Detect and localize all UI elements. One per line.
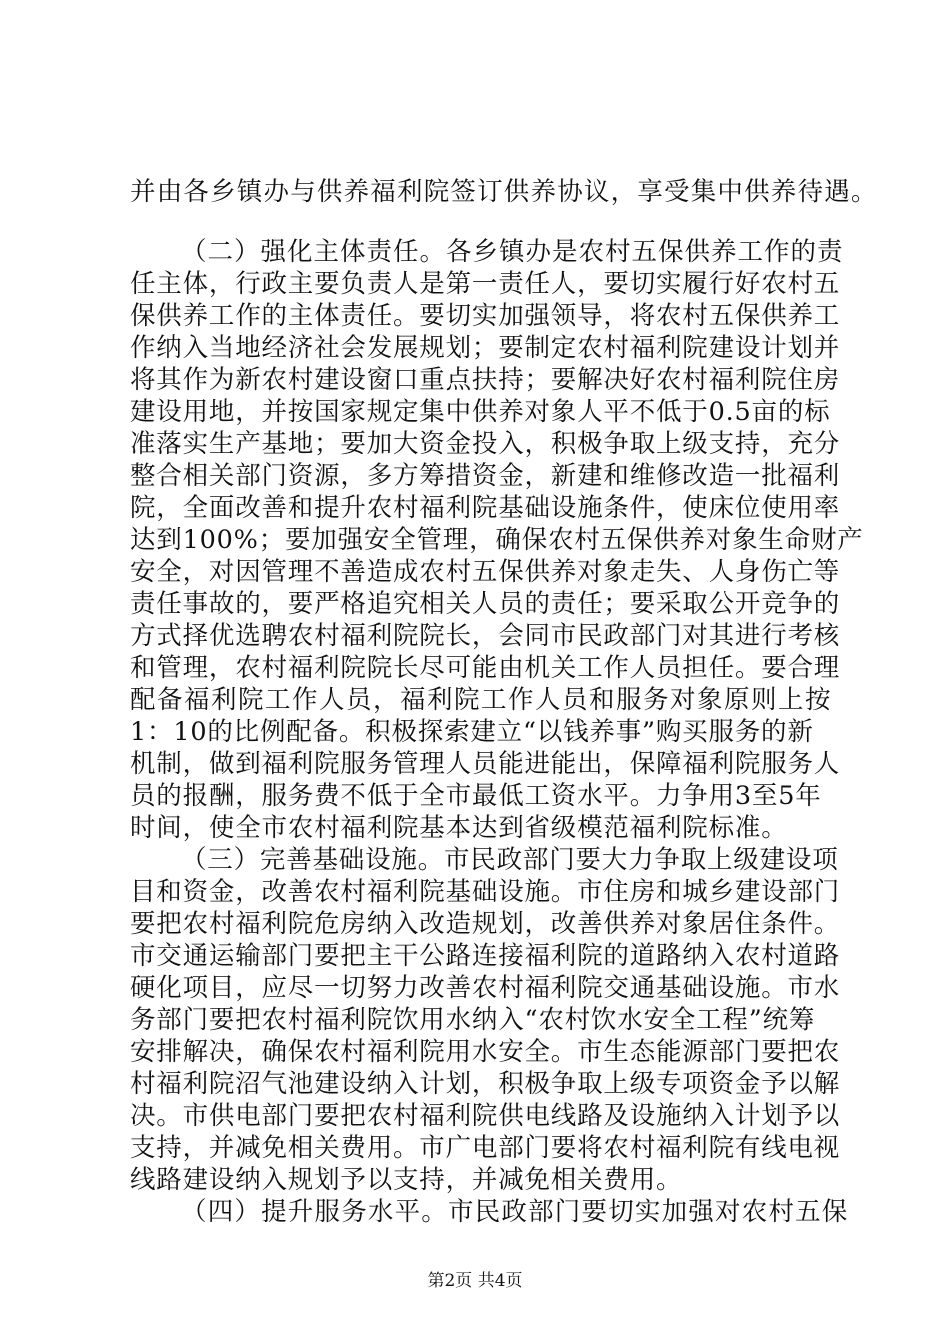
text-line-15: 和管理，农村福利院院长尽可能由机关工作人员担任。要合理 — [130, 653, 841, 683]
text-line-18: 机制，做到福利院服务管理人员能进能出，保障福利院服务人 — [130, 749, 841, 779]
text-line-31: 线路建设纳入规划予以支持，并减免相关费用。 — [130, 1165, 683, 1195]
text-line-28: 村福利院沼气池建设纳入计划，积极争取上级专项资金予以解 — [130, 1069, 841, 1099]
text-line-11: 达到100%；要加强安全管理，确保农村五保供养对象生命财产 — [130, 525, 864, 555]
text-line-2: （二）强化主体责任。各乡镇办是农村五保供养工作的责 — [181, 237, 844, 267]
text-line-17: 1：10的比例配备。积极探索建立“以钱养事”购买服务的新 — [130, 717, 814, 747]
text-line-32: （四）提升服务水平。市民政部门要切实加强对农村五保 — [181, 1197, 849, 1227]
text-line-23: 要把农村福利院危房纳入改造规划，改善供养对象居住条件。 — [130, 909, 841, 939]
text-line-20: 时间，使全市农村福利院基本达到省级模范福利院标准。 — [130, 813, 788, 843]
text-line-21: （三）完善基础设施。市民政部门要大力争取上级建设项 — [181, 845, 839, 875]
text-line-16: 配备福利院工作人员，福利院工作人员和服务对象原则上按 — [130, 685, 833, 715]
text-line-25: 硬化项目，应尽一切努力改善农村福利院交通基础设施。市水 — [130, 973, 841, 1003]
text-line-6: 将其作为新农村建设窗口重点扶持；要解决好农村福利院住房 — [130, 365, 841, 395]
text-line-12: 安全，对因管理不善造成农村五保供养对象走失、人身伤亡等 — [130, 557, 841, 587]
page-number-footer: 第2页 共4页 — [427, 1271, 523, 1291]
text-line-22: 目和资金，改善农村福利院基础设施。市住房和城乡建设部门 — [130, 877, 841, 907]
text-line-29: 决。市供电部门要把农村福利院供电线路及设施纳入计划予以 — [130, 1101, 841, 1131]
text-line-27: 安排解决，确保农村福利院用水安全。市生态能源部门要把农 — [130, 1037, 841, 1067]
text-line-8: 准落实生产基地；要加大资金投入，积极争取上级支持，充分 — [130, 429, 841, 459]
text-line-13: 责任事故的，要严格追究相关人员的责任；要采取公开竞争的 — [130, 589, 841, 619]
text-line-10: 院，全面改善和提升农村福利院基础设施条件，使床位使用率 — [130, 493, 841, 523]
text-line-4: 保供养工作的主体责任。要切实加强领导，将农村五保供养工 — [130, 301, 841, 331]
text-line-30: 支持，并减免相关费用。市广电部门要将农村福利院有线电视 — [130, 1133, 841, 1163]
text-line-1: 并由各乡镇办与供养福利院签订供养协议，享受集中供养待遇。 — [130, 177, 878, 207]
text-line-26: 务部门要把农村福利院饮用水纳入“农村饮水安全工程”统筹 — [130, 1005, 816, 1035]
text-line-14: 方式择优选聘农村福利院院长，会同市民政部门对其进行考核 — [130, 621, 841, 651]
text-line-7: 建设用地，并按国家规定集中供养对象人平不低于0.5亩的标 — [130, 397, 831, 427]
text-line-3: 任主体，行政主要负责人是第一责任人，要切实履行好农村五 — [130, 269, 841, 299]
text-line-5: 作纳入当地经济社会发展规划；要制定农村福利院建设计划并 — [130, 333, 841, 363]
text-line-24: 市交通运输部门要把主干公路连接福利院的道路纳入农村道路 — [130, 941, 841, 971]
text-line-9: 整合相关部门资源，多方筹措资金，新建和维修改造一批福利 — [130, 461, 841, 491]
text-line-19: 员的报酬，服务费不低于全市最低工资水平。力争用3至5年 — [130, 781, 822, 811]
